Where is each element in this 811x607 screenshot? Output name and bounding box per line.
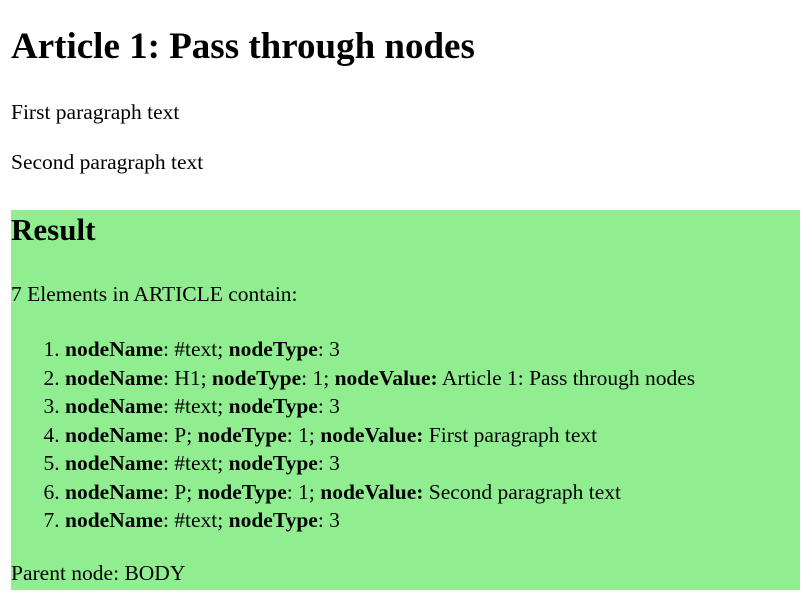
node-property-value: : 3	[317, 394, 340, 419]
node-property-label: nodeName	[65, 365, 163, 390]
parent-node-note: Parent node: BODY	[11, 560, 186, 585]
second-paragraph: Second paragraph text	[11, 150, 204, 175]
node-property-label: nodeValue:	[320, 422, 424, 447]
node-list-item	[65, 392, 800, 421]
node-property-value: : 1;	[286, 479, 321, 504]
node-property-value: : 3	[317, 508, 340, 533]
node-property-label: nodeType	[228, 508, 318, 533]
node-property-value: : #text;	[162, 508, 229, 533]
node-property-value: Second paragraph text	[423, 479, 622, 504]
node-property-value: : 3	[317, 337, 340, 362]
result-heading: Result	[11, 211, 96, 247]
node-list-item	[65, 506, 800, 535]
node-property-label: nodeValue:	[320, 479, 424, 504]
node-property-label: nodeType	[228, 394, 318, 419]
node-property-label: nodeType	[211, 365, 302, 390]
node-property-label: nodeName	[65, 451, 163, 476]
node-property-value: : P;	[162, 479, 198, 504]
node-list-item	[65, 449, 800, 478]
node-property-label: nodeName	[65, 508, 163, 533]
node-property-value: First paragraph text	[423, 422, 598, 447]
node-property-label: nodeName	[65, 422, 163, 447]
node-list-item	[65, 478, 800, 507]
node-property-value: : 1;	[301, 365, 335, 390]
node-property-value: : 1;	[286, 422, 321, 447]
node-property-value: : H1;	[162, 365, 212, 390]
node-list-item	[65, 335, 800, 364]
result-summary: 7 Elements in ARTICLE contain:	[11, 281, 298, 306]
node-property-label: nodeType	[197, 422, 287, 447]
node-list-item	[65, 364, 800, 393]
node-property-label: nodeName	[65, 479, 163, 504]
node-property-label: nodeType	[228, 451, 318, 476]
node-property-value: Article 1: Pass through nodes	[437, 365, 696, 390]
node-property-value: : #text;	[162, 394, 229, 419]
node-property-value: : 3	[317, 451, 340, 476]
first-paragraph: First paragraph text	[11, 99, 180, 124]
node-property-label: nodeType	[228, 337, 318, 362]
node-list-item	[65, 421, 800, 450]
node-property-label: nodeValue:	[334, 365, 438, 390]
node-property-label: nodeName	[65, 337, 163, 362]
article-title: Article 1: Pass through nodes	[11, 26, 475, 67]
node-property-value: : P;	[162, 422, 198, 447]
node-property-label: nodeName	[65, 394, 163, 419]
node-property-value: : #text;	[162, 451, 229, 476]
node-list	[11, 335, 800, 535]
result-box	[11, 210, 800, 590]
node-property-value: : #text;	[162, 337, 229, 362]
node-property-label: nodeType	[197, 479, 287, 504]
